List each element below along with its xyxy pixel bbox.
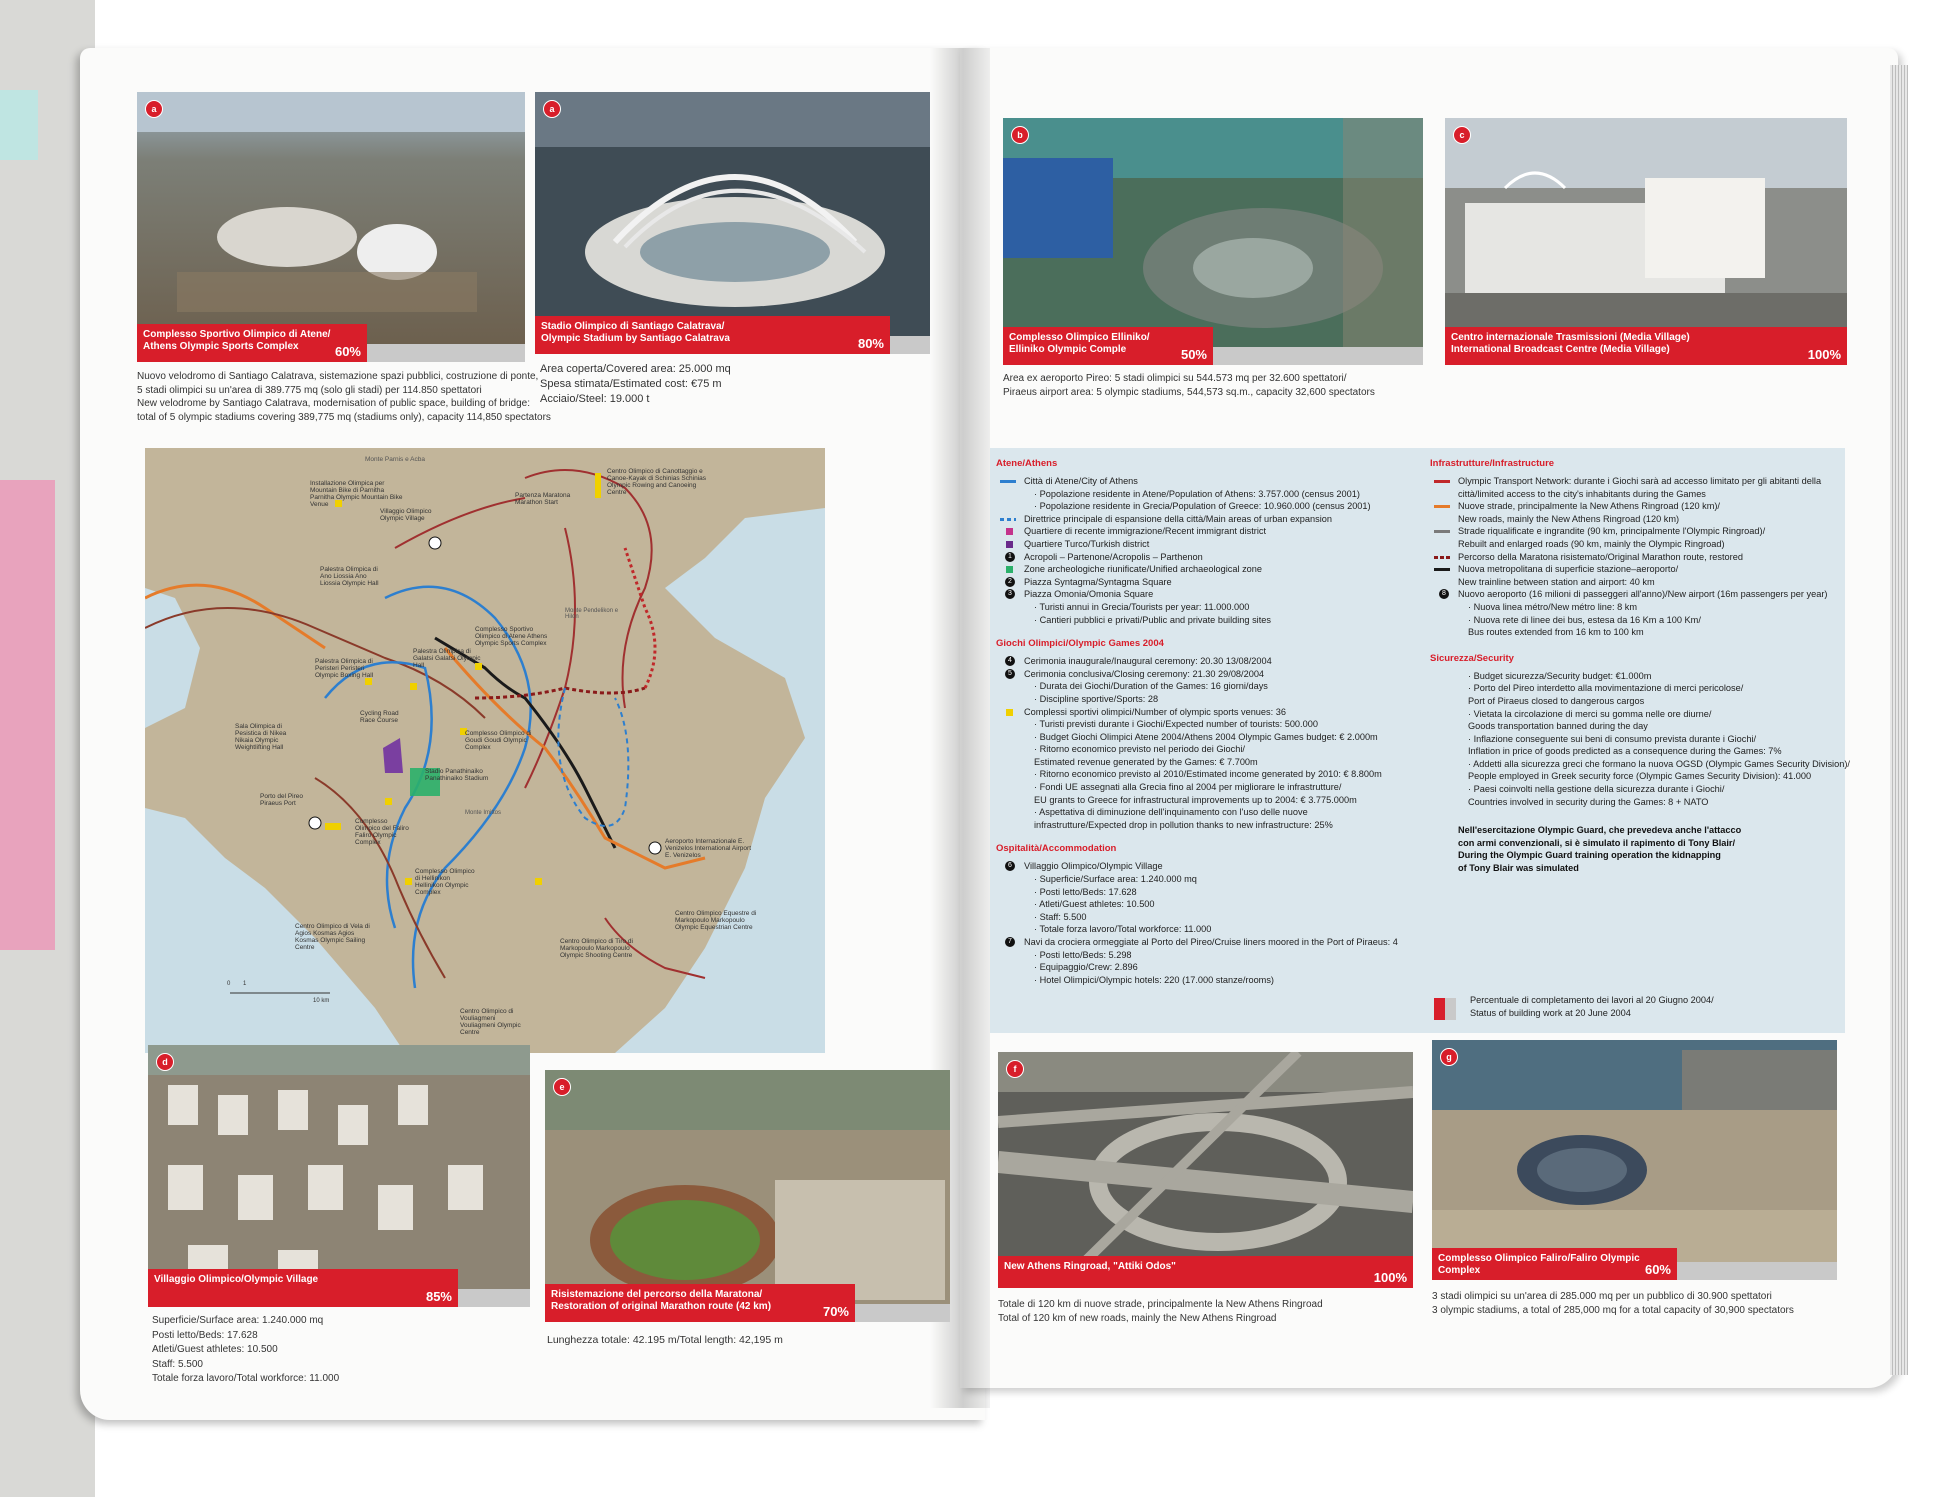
number-3-icon: 3 xyxy=(1005,589,1015,599)
legend-column-right: Infrastrutture/Infrastructure Olympic Transport Network: durante i Giochi sarà ad accesso limitato per gli abitanti della città/limited access to the city's inhabitants during the Games Nuove strade, principalmente la New Athens Ringroad (120 km)/ New roads, mainly the New Athens Ringroad (120 km) Strade riqualificate e ingrandite (90 km, principalmente l'Olympic Ringroad)/ Rebuilt and enlarged roads (90 km, mainly the Olympic Ringroad) Percorso della Maratona risistemato/Original Marathon route, restored Nuova metropolitana di superficie stazione–aeroporto/ New trainline between station and airport: 40 km 8 Nuovo aeroporto (16 milioni di passeggeri all'anno)/New airport (16m passengers per year) · Nuova linea métro/New métro line: 8 km · Nuova rete di linee dei bus, estesa da 16 Km a 100 Km/ Bus routes extended from 16 km to 100 km Sicurezza/Security · Budget sicurezza/Security budget: €1.000m · Porto del Pireo interdetto alla movimentazione di merci pericolose/ Port of Piraeus closed to dangerous cargos · Vietata la circolazione di merci su gomma nelle ore diurne/ Goods transportation banned during the day · Inflazione conseguente sui beni di consumo prevista durante i Giochi/ Inflation in price of goods predicted as a consequence during the Games: 7% · Addetti alla sicurezza greci che formano la nuova OGSD (Olympic Games Security Division)/ People employed in Greek security force (Olympic Games Security Division): 41.000 · Paesi coinvolti nella gestione della sicurezza durante i Giochi/ Countries involved in security during the Games: 8 + NATO Nell'esercitazione Olympic Guard, che prevedeva anche l'attacco con armi convenzionali, si è simulato il rapimento di Tony Blair/ During the Olympic Guard training operation the kidnapping of Tony Blair was simulated xyxy=(1430,458,1850,874)
photo-athens-olympic-sports-complex xyxy=(137,92,525,362)
map-label: Porto del Pireo Piraeus Port xyxy=(260,793,303,807)
legend-column-left: Atene/Athens Città di Atene/City of Athens · Popolazione residente in Atene/Population of Athens: 3.757.000 (census 2001) · Popolazione residente in Grecia/Population of Greece: 10.960.000 (census 2001) Direttrice principale di espansione della città/Main areas of urban expansion Quartiere di recente immigrazione/Recent immigrant district Quartiere Turco/Turkish district 1 Acropoli – Partenone/Acropolis – Parthenon Zone archeologiche riunificate/Unified archaeological zone 2 Piazza Syntagma/Syntagma Square 3 Piazza Omonia/Omonia Square · Turisti annui in Grecia/Tourists per year: 11.000.000 · Cantieri pubblici e privati/Public and private building sites Giochi Olimpici/Olympic Games 2004 4 Cerimonia inaugurale/Inaugural ceremony: 20.30 13/08/2004 5 Cerimonia conclusiva/Closing ceremony: 21.30 29/08/2004 · Durata dei Giochi/Duration of the Games: 16 giorni/days · Discipline sportive/Sports: 28 Complessi sportivi olimpici/Number of olympic sports venues: 36 · Turisti previsti durante i Giochi/Expected number of tourists: 500.000 · Budget Giochi Olimpici Atene 2004/Athens 2004 Olympic Games budget: € 2.000m · Ritorno economico previsto nel periodo dei Giochi/ Estimated revenue generated by the Games: € 7.700m · Ritorno economico previsto al 2010/Estimated income generated by 2010: € 8.800m · Fondi UE assegnati alla Grecia fino al 2004 per migliorare le infrastrutture/ EU grants to Greece for infrastructural improvements up to 2004: € 3.775.000m · Aspettativa di diminuzione dell'inquinamento con l'uso delle nuove infrastrutture/Expected drop in pollution thanks to new infrastructure: 25% Ospitalità/Accommodation 6 Villaggio Olimpico/Olympic Village · Superficie/Surface area: 1.240.000 mq · Posti letto/Beds: 17.628 · Atleti/Guest athletes: 10.500 · Staff: 5.500 · Totale forza lavoro/Total workforce: 11.000 7 Navi da crociera ormeggiate al Porto del Pireo/Cruise liners moored in the Port of Piraeus: 4 · Posti letto/Beds: 5.298 · Equipaggio/Crew: 2.896 · Hotel Olimpici/Olympic hotels: 220 (17.000 stanze/rooms) xyxy=(996,458,1416,986)
completion-remainder xyxy=(890,336,930,354)
legend-marathon-line xyxy=(1434,556,1450,559)
photo-title: Villaggio Olimpico/Olympic Village xyxy=(154,1274,319,1285)
completion-percent: 50% xyxy=(1180,347,1207,362)
caption-f: Totale di 120 km di nuove strade, principalmente la New Athens Ringroad Total of 120 km of new roads, mainly the New Athens Ringroad xyxy=(998,1299,1323,1324)
legend-venue-square xyxy=(1006,709,1013,716)
section-heading-athens: Atene/Athens xyxy=(996,458,1058,469)
photo-title: International Broadcast Centre (Media Village) xyxy=(1451,344,1670,355)
completion-percent: 70% xyxy=(822,1304,849,1319)
completion-remainder xyxy=(367,344,525,362)
caption-e: Lunghezza totale: 42.195 m/Total length: 42,195 m xyxy=(547,1334,783,1346)
caption-g: 3 stadi olimpici su un'area di 285.000 mq per un pubblico di 30.900 spettatori 3 olympic stadiums, a total of 285,000 mq for a total capacity of 30,900 spectators xyxy=(1432,1291,1794,1316)
photo-title: Restoration of original Marathon route (42 km) xyxy=(551,1301,772,1312)
map-label: Complesso Olimpico di Hellinikon Hellinikon Olympic Complex xyxy=(415,868,475,896)
caption-a1: Nuovo velodromo di Santiago Calatrava, sistemazione spazi pubblici, costruzione di ponte, 5 stadi olimpici su un'area di 389.775 mq (solo gli stadi) per 114.850 spettatori New velodrome by Santiago Calatrava, modernisation of public space, building of bridge: total of 5 olympic stadiums covering 389,775 mq (stadiums only), capacity 114,850 spectators xyxy=(137,371,551,423)
legend-immigrant-square xyxy=(1006,528,1013,535)
legend-archaeological-square xyxy=(1006,566,1013,573)
photo-caption-bar xyxy=(545,1284,855,1322)
map-label: Centro Olimpico di Canottaggio e Canoe-Kayak di Schinias Schinias Olympic Rowing and Canoeing Centre xyxy=(607,468,706,496)
page-edge-stack xyxy=(1890,65,1908,1375)
photo-olympic-stadium-calatrava xyxy=(535,92,930,354)
photo-title: New Athens Ringroad, "Attiki Odos" xyxy=(1004,1261,1176,1272)
photo-tag: b xyxy=(1011,126,1029,144)
photo-tag: c xyxy=(1453,126,1471,144)
photo-tag: f xyxy=(1006,1060,1024,1078)
caption-a2: Area coperta/Covered area: 25.000 mq Spesa stimata/Estimated cost: €75 m Acciaio/Steel: 19.000 t xyxy=(540,363,731,405)
legend-new-roads-line xyxy=(1434,505,1450,508)
caption-b: Area ex aeroporto Pireo: 5 stadi olimpici su 544.573 mq per 32.600 spettatori/ Piraeus airport area: 5 olympic stadiums, 544,573 sq.m., capacity 32,600 spectators xyxy=(1003,373,1375,398)
map-label: Installazione Olimpica per Mountain Bike di Parnitha Parnitha Olympic Mountain Bike Venue xyxy=(310,480,403,508)
completion-remainder xyxy=(1213,347,1423,365)
section-heading-accommodation: Ospitalità/Accommodation xyxy=(996,843,1117,855)
athens-olympic-map xyxy=(145,448,825,1053)
photo-title: Centro internazionale Trasmissioni (Media Village) xyxy=(1451,332,1690,343)
legend-expansion-dash xyxy=(1000,518,1016,521)
map-label: Complesso Olimpico di Goudi Goudi Olympic Complex xyxy=(465,730,532,751)
photo-title: Complesso Olimpico Faliro/Faliro Olympic Complex xyxy=(1438,1253,1640,1276)
legend-turkish-square xyxy=(1006,541,1013,548)
map-scale-10: 10 km xyxy=(313,998,330,1004)
map-label: Palestra Olimpica di Galatsi Galatsi Olympic Hall xyxy=(413,648,481,669)
number-7-icon: 7 xyxy=(1005,937,1015,947)
photo-tag: e xyxy=(553,1078,571,1096)
photo-title: Stadio Olimpico di Santiago Calatrava/ xyxy=(541,321,725,332)
photo-caption-bar xyxy=(148,1269,458,1307)
map-scale-0: 0 xyxy=(227,981,231,987)
number-8-icon: 8 xyxy=(1439,589,1449,599)
background-teal-strip xyxy=(0,90,38,160)
photo-caption-bar xyxy=(137,324,367,362)
status-legend-swatch xyxy=(1434,998,1456,1020)
photo-caption-bar xyxy=(1003,327,1213,365)
map-label: Centro Olimpico di Vouliagmeni Vouliagmeni Olympic Centre xyxy=(460,1008,521,1036)
photo-olympic-village xyxy=(148,1045,530,1307)
section-heading-infrastructure: Infrastrutture/Infrastructure xyxy=(1430,458,1555,469)
photo-caption-bar xyxy=(998,1256,1413,1288)
number-1-icon: 1 xyxy=(1005,552,1015,562)
completion-percent: 80% xyxy=(857,336,884,351)
map-label: Villaggio Olimpico Olympic Village xyxy=(380,508,432,522)
photo-faliro-olympic-complex xyxy=(1432,1040,1837,1280)
section-heading-security: Sicurezza/Security xyxy=(1430,652,1514,664)
background-pink-object xyxy=(0,480,55,950)
map-label: Complesso Sportivo Olimpico di Atene Athens Olympic Sports Complex xyxy=(475,626,548,647)
caption-d: Superficie/Surface area: 1.240.000 mq Posti letto/Beds: 17.628 Atleti/Guest athletes: 10.500 Staff: 5.500 Totale forza lavoro/Total workforce: 11.000 xyxy=(152,1315,340,1384)
map-label: Centro Olimpico di Tiro di Markopoulo Markopoulo Olympic Shooting Centre xyxy=(560,938,633,959)
photo-caption-bar xyxy=(1445,327,1847,365)
map-label: Partenza Maratona Marathon Start xyxy=(515,492,571,506)
legend-trainline-line xyxy=(1434,568,1450,571)
photo-marathon-route-restoration xyxy=(545,1070,950,1322)
completion-percent: 60% xyxy=(334,344,361,359)
completion-remainder xyxy=(458,1289,530,1307)
map-label: Palestra Olimpica di Ano Liossia Ano Liossia Olympic Hall xyxy=(320,566,379,587)
completion-percent: 60% xyxy=(1644,1262,1671,1277)
map-label: Sala Olimpica di Pesistica di Nikea Nikaia Olympic Weightlifting Hall xyxy=(235,723,287,751)
photo-tag: a xyxy=(145,100,163,118)
photo-tag: g xyxy=(1440,1048,1458,1066)
map-label: Monte Pendelikon e Hilon xyxy=(565,608,619,620)
number-6-icon: 6 xyxy=(1005,861,1015,871)
photo-title: Risistemazione del percorso della Maratona/ xyxy=(551,1289,763,1300)
completion-remainder xyxy=(1677,1262,1837,1280)
completion-percent: 100% xyxy=(1807,347,1841,362)
photo-caption-bar xyxy=(535,316,890,354)
map-label: Centro Olimpico Equestre di Markopoulo Markopoulo Olympic Equestrian Centre xyxy=(675,910,757,931)
photo-title: Olympic Stadium by Santiago Calatrava xyxy=(541,333,730,344)
legend-city-line xyxy=(1000,480,1016,483)
photo-international-broadcast-centre xyxy=(1445,118,1847,365)
map-label: Palestra Olimpica di Peristeri Peristeri Olympic Boxing Hall xyxy=(315,658,374,679)
photo-title: Complesso Sportivo Olimpico di Atene/ xyxy=(143,329,331,340)
photo-title: Athens Olympic Sports Complex xyxy=(143,341,299,352)
map-label: Stadio Panathinaiko Panathinaiko Stadium xyxy=(425,768,489,782)
map-scale-1: 1 xyxy=(243,981,247,987)
completion-percent: 100% xyxy=(1373,1270,1407,1285)
map-label: Cycling Road Race Course xyxy=(360,710,399,724)
photo-title: Complesso Olimpico Elliniko/ xyxy=(1009,332,1150,343)
photo-title: Elliniko Olympic Comple xyxy=(1009,344,1127,355)
map-label: Monte Imittos xyxy=(465,810,502,816)
photo-tag: d xyxy=(156,1053,174,1071)
legend-rebuilt-roads-line xyxy=(1434,530,1450,533)
status-legend-text: Percentuale di completamento dei lavori al 20 Giugno 2004/ Status of building work at 20 June 2004 xyxy=(1470,995,1714,1018)
completion-remainder xyxy=(855,1304,950,1322)
number-5-icon: 5 xyxy=(1005,669,1015,679)
map-label: Monte Parnis e Acba xyxy=(365,456,425,463)
completion-percent: 85% xyxy=(425,1289,452,1304)
number-2-icon: 2 xyxy=(1005,577,1015,587)
section-heading-games: Giochi Olimpici/Olympic Games 2004 xyxy=(996,638,1164,650)
photo-caption-bar xyxy=(1432,1248,1677,1280)
map-label: Centro Olimpico di Vela di Agios Kosmas Agios Kosmas Olympic Sailing Centre xyxy=(295,923,370,951)
photo-attiki-odos-ringroad xyxy=(998,1052,1413,1288)
legend-transport-line xyxy=(1434,480,1450,483)
number-4-icon: 4 xyxy=(1005,656,1015,666)
map-label: Aeroporto Internazionale E. Venizelos International Airport E. Venizelos xyxy=(665,838,751,859)
photo-tag: a xyxy=(543,100,561,118)
map-label: Complesso Olimpico del Faliro Faliro Olympic Complex xyxy=(355,818,409,846)
security-note: Nell'esercitazione Olympic Guard, che prevedeva anche l'attacco con armi convenzionali, si è simulato il rapimento di Tony Blair/ During the Olympic Guard training operation the kidnapping of Tony Blair was simulated xyxy=(1458,825,1742,874)
photo-elliniko-olympic-complex xyxy=(1003,118,1423,365)
